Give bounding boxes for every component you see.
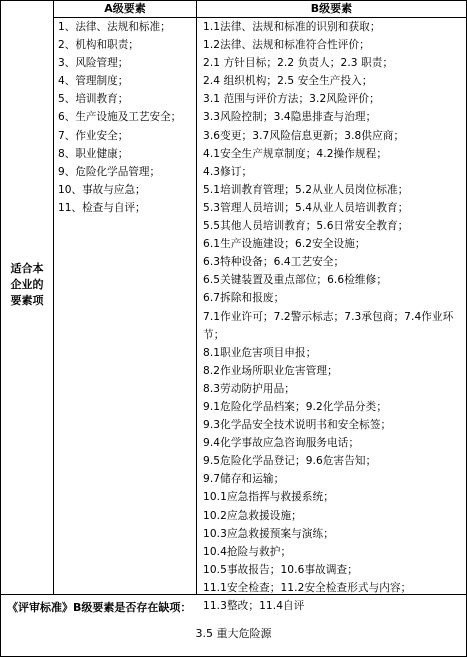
b-level-item: 6.3特种设备；6.4工艺安全； — [203, 256, 345, 269]
b-level-item: 7.1作业许可；7.2警示标志；7.3承包商；7.4作业环节； — [203, 310, 454, 341]
b-level-item: 10.2应急救援设施； — [203, 509, 302, 522]
a-level-item: 7、作业安全； — [58, 129, 129, 142]
missing-items-question: 《评审标准》B级要素是否存在缺项： — [7, 601, 192, 614]
b-level-item: 10.3应急救援预案与演练； — [203, 527, 334, 540]
a-level-item: 9、危险化学品管理； — [58, 165, 161, 178]
b-level-column — [197, 1, 466, 612]
b-level-item: 6.1生产设施建设；6.2安全设施； — [203, 238, 366, 251]
b-level-item: 6.7拆除和报废； — [203, 292, 285, 305]
a-level-item: 3、风险管理； — [58, 57, 129, 70]
b-level-item: 4.3修订； — [203, 165, 253, 178]
b-level-item: 10.4抢险与救护； — [203, 545, 292, 558]
b-level-item: 3.1 范围与评价方法；3.2风险评价； — [203, 93, 380, 106]
a-level-item: 11、检查与自评； — [58, 201, 146, 214]
b-level-item: 4.1安全生产规章制度；4.2操作规程； — [203, 147, 388, 160]
a-level-item: 1、法律、法规和标准； — [58, 21, 171, 33]
a-level-item: 6、生产设施及工艺安全； — [58, 111, 182, 124]
b-level-item: 8.3劳动防护用品； — [203, 382, 296, 395]
b-level-item: 10.1应急指挥与救援系统； — [203, 491, 334, 504]
row-label-cell — [1, 1, 54, 594]
b-level-item: 8.1职业危害项目申报； — [203, 346, 317, 359]
b-level-item: 3.6变更；3.7风险信息更新；3.8供应商； — [203, 129, 405, 142]
row-label: 适合本企业的要素项 — [10, 262, 44, 307]
a-level-list — [54, 18, 196, 217]
b-level-item: 10.5事故报告；10.6事故调查； — [203, 563, 358, 576]
b-level-item: 5.5其他人员培训教育；5.6日常安全教育； — [203, 220, 409, 233]
b-level-item: 3.3风险控制；3.4隐患排查与治理； — [203, 111, 377, 124]
a-level-item: 5、培训教育； — [58, 93, 129, 106]
a-level-column — [54, 1, 197, 594]
a-level-item: 4、管理制度； — [58, 75, 129, 88]
a-level-item: 8、职业健康； — [58, 147, 129, 160]
a-level-header: A级要素 — [54, 1, 196, 18]
b-level-item: 9.3化学品安全技术说明书和安全标签； — [203, 419, 392, 432]
b-level-item: 2.1 方针目标；2.2 负责人；2.3 职责； — [203, 57, 394, 70]
b-level-item: 9.1危险化学品档案；9.2化学品分类； — [203, 400, 388, 413]
missing-items-answer: 3.5 重大危险源 — [195, 627, 272, 640]
b-level-item: 11.3整改；11.4自评 — [203, 600, 305, 612]
b-level-list — [197, 18, 466, 615]
b-level-item: 2.4 组织机构；2.5 安全生产投入； — [203, 75, 373, 88]
b-level-item: 1.1法律、法规和标准的识别和获取； — [203, 21, 381, 33]
b-level-item: 8.2作业场所职业危害管理； — [203, 364, 338, 377]
b-level-item: 9.4化学事故应急咨询服务电话； — [203, 437, 360, 450]
b-level-item: 1.2法律、法规和标准符合性评价； — [203, 39, 370, 52]
b-level-item: 6.5关键装置及重点部位；6.6检维修； — [203, 274, 388, 287]
b-level-header: B级要素 — [197, 1, 466, 18]
b-level-item: 9.7储存和运输； — [203, 473, 285, 486]
b-level-item: 11.1安全检查；11.2安全检查形式与内容； — [203, 581, 412, 594]
b-level-item: 9.5危险化学品登记；9.6危害告知； — [203, 455, 377, 468]
a-level-item: 10、事故与应急； — [58, 183, 146, 196]
b-level-item: 5.3管理人员培训；5.4从业人员培训教育； — [203, 201, 409, 214]
a-level-item: 2、机构和职责； — [58, 39, 139, 52]
b-level-item: 5.1培训教育管理；5.2从业人员岗位标准； — [203, 183, 409, 196]
